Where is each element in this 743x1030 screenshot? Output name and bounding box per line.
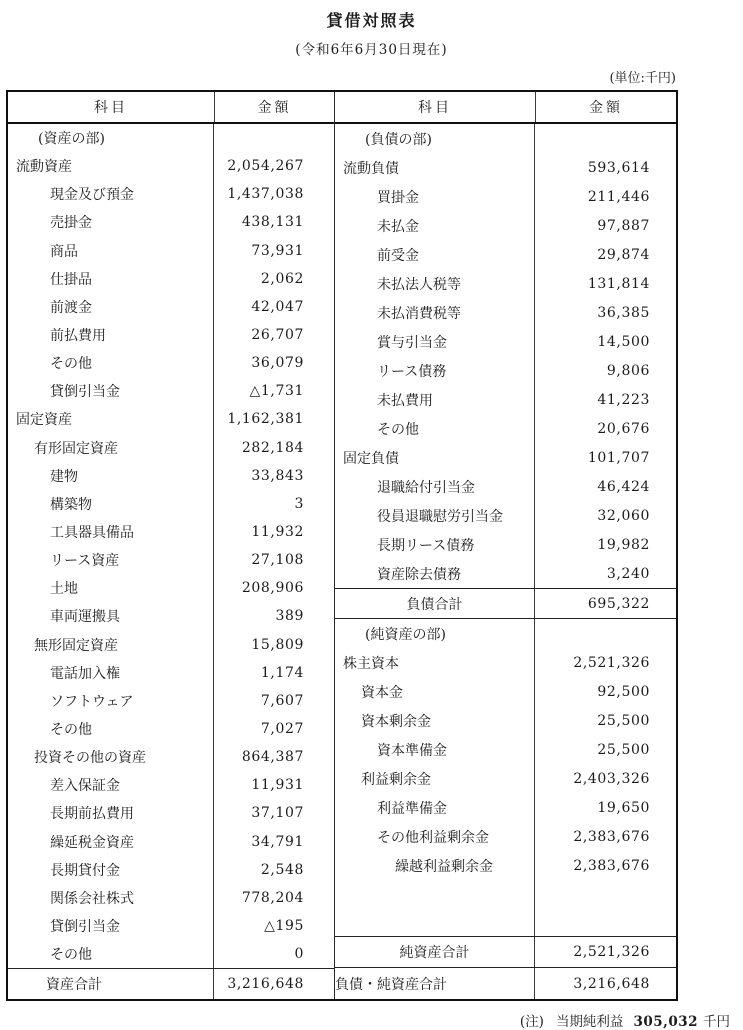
- account-label: 流動負債: [335, 153, 535, 182]
- amount-value: 73,931: [251, 242, 304, 259]
- table-row: [335, 559, 676, 588]
- amount-value: 2,383,676: [573, 857, 650, 874]
- table-row: [8, 659, 334, 687]
- footnote-value: 305,032: [633, 1014, 698, 1030]
- account-label: 商品: [8, 237, 214, 265]
- amount-value: 41,223: [597, 391, 650, 408]
- amount-value: 32,060: [597, 507, 650, 524]
- table-row: [335, 269, 676, 298]
- account-label: 利益剰余金: [335, 764, 535, 793]
- section-header-row: [335, 619, 676, 648]
- amount-value: 42,047: [251, 298, 304, 315]
- column-header-amount-left: 金額: [257, 100, 292, 116]
- table-row: [335, 356, 676, 385]
- account-label: 建物: [8, 462, 214, 490]
- account-label: 工具器具備品: [8, 518, 214, 546]
- table-row: [335, 648, 676, 677]
- table-row: [8, 490, 334, 518]
- account-label: その他: [8, 715, 214, 743]
- amount-value: 11,931: [251, 777, 304, 794]
- account-label: 貸倒引当金: [8, 912, 214, 940]
- account-label: リース資産: [8, 546, 214, 574]
- netassets-total-row: [335, 936, 676, 968]
- amount-value: 2,521,326: [573, 654, 650, 671]
- account-label: 電話加入権: [8, 659, 214, 687]
- table-row: [8, 687, 334, 715]
- column-header-amount-right: 金額: [589, 100, 623, 116]
- account-label: 投資その他の資産: [8, 743, 214, 771]
- amount-value: 26,707: [251, 327, 304, 344]
- table-row: [335, 153, 676, 182]
- amount-value: △195: [264, 918, 304, 934]
- account-label: 繰延税金資産: [8, 828, 214, 856]
- amount-value: 46,424: [597, 478, 650, 495]
- assets-half: [8, 92, 335, 999]
- amount-value: 92,500: [597, 683, 650, 700]
- amount-value: 25,500: [597, 712, 650, 729]
- account-label: 有形固定資産: [8, 434, 214, 462]
- account-label: 利益準備金: [335, 793, 535, 822]
- amount-value: 11,932: [251, 524, 304, 541]
- unit-note: (単位:千円): [609, 71, 676, 86]
- account-label: 資本金: [335, 677, 535, 706]
- amount-value: 389: [275, 608, 304, 625]
- amount-value: 0: [294, 946, 304, 963]
- table-row: [8, 912, 334, 940]
- amount-value: 2,403,326: [573, 770, 650, 787]
- amount-value: 1,162,381: [227, 411, 304, 428]
- column-header-account-left: 科目: [8, 92, 215, 122]
- footnote: [0, 1010, 743, 1030]
- column-header-account-right: 科目: [335, 92, 536, 122]
- netassets-total-label: 純資産合計: [335, 937, 535, 967]
- account-label: 前受金: [335, 240, 535, 269]
- table-row: [8, 884, 334, 912]
- balance-sheet-table: [6, 90, 678, 1001]
- table-row: [8, 940, 334, 968]
- amount-value: 14,500: [597, 333, 650, 350]
- table-row: [335, 298, 676, 327]
- account-label: 現金及び預金: [8, 180, 214, 208]
- account-label: 仕掛品: [8, 265, 214, 293]
- account-label: 固定資産: [8, 405, 214, 433]
- table-row: [335, 240, 676, 269]
- table-row: [8, 743, 334, 771]
- account-label: 前渡金: [8, 293, 214, 321]
- table-row: [335, 182, 676, 211]
- table-row: [335, 764, 676, 793]
- amount-value: 282,184: [241, 439, 304, 456]
- account-label: 賞与引当金: [335, 327, 535, 356]
- amount-value: 20,676: [597, 420, 650, 437]
- account-label: 繰越利益剰余金: [335, 851, 535, 880]
- account-label: 株主資本: [335, 648, 535, 677]
- empty-label-cell: [335, 880, 535, 936]
- amount-value: △1,731: [249, 383, 304, 400]
- table-row: [8, 349, 334, 377]
- amount-value: 34,791: [251, 833, 304, 850]
- table-row: [8, 180, 334, 208]
- amount-value: 3,240: [606, 565, 650, 582]
- amount-value: [214, 124, 334, 152]
- amount-value: 1,174: [260, 664, 304, 681]
- amount-value: 211,446: [587, 188, 650, 205]
- table-row: [335, 327, 676, 356]
- table-row: [8, 828, 334, 856]
- amount-value: 7,027: [260, 721, 304, 738]
- account-label: 未払費用: [335, 385, 535, 414]
- account-label: 未払金: [335, 211, 535, 240]
- amount-value: 593,614: [587, 159, 650, 176]
- assets-total-label: 資産合計: [8, 969, 214, 999]
- amount-value: 36,385: [597, 304, 650, 321]
- account-label: ソフトウェア: [8, 687, 214, 715]
- account-label: 長期貸付金: [8, 856, 214, 884]
- table-header-left: [8, 92, 334, 124]
- amount-value: 97,887: [597, 217, 650, 234]
- amount-value: 778,204: [241, 889, 304, 906]
- amount-value: [535, 619, 676, 648]
- table-row: [8, 602, 334, 630]
- account-label: 貸倒引当金: [8, 377, 214, 405]
- table-row: [335, 414, 676, 443]
- table-row: [335, 530, 676, 559]
- assets-total-value: 3,216,648: [227, 976, 304, 993]
- amount-value: 37,107: [251, 805, 304, 822]
- account-label: 無形固定資産: [8, 631, 214, 659]
- account-label: その他: [8, 940, 214, 968]
- amount-value: 15,809: [251, 636, 304, 653]
- table-row: [335, 706, 676, 735]
- account-label: 固定負債: [335, 443, 535, 472]
- netassets-total-value: 2,521,326: [573, 944, 650, 960]
- table-row: [8, 546, 334, 574]
- grand-total-row: [335, 968, 676, 999]
- amount-value: 2,054,267: [227, 158, 304, 175]
- footnote-text: 当期純利益: [555, 1014, 624, 1030]
- table-row: [335, 443, 676, 472]
- page-title: 貸借対照表: [326, 11, 417, 30]
- table-row: [8, 434, 334, 462]
- account-label: 未払消費税等: [335, 298, 535, 327]
- amount-value: 2,548: [260, 861, 304, 878]
- liabilities-netassets-body: [335, 124, 676, 999]
- amount-value: 3: [294, 495, 304, 512]
- section-header-label: (資産の部): [8, 124, 214, 152]
- table-row: [8, 631, 334, 659]
- liabilities-netassets-half: [335, 92, 676, 999]
- page-subtitle: (令和6年6月30日現在): [295, 42, 448, 58]
- account-label: 資本剰余金: [335, 706, 535, 735]
- account-label: 退職給付引当金: [335, 472, 535, 501]
- table-row: [335, 793, 676, 822]
- table-row: [8, 208, 334, 236]
- amount-value: 7,607: [260, 692, 304, 709]
- empty-amount-cell: [535, 880, 676, 936]
- section-header-row: [8, 124, 334, 152]
- table-row: [8, 799, 334, 827]
- table-row: [335, 472, 676, 501]
- table-row: [8, 321, 334, 349]
- account-label: 買掛金: [335, 182, 535, 211]
- account-label: 土地: [8, 574, 214, 602]
- table-row: [8, 293, 334, 321]
- liabilities-total-row: [335, 588, 676, 619]
- amount-value: 27,108: [251, 552, 304, 569]
- amount-value: 101,707: [587, 449, 650, 466]
- liabilities-total-value: 695,322: [587, 595, 650, 612]
- table-row: [8, 462, 334, 490]
- amount-value: 25,500: [597, 741, 650, 758]
- amount-value: 438,131: [241, 214, 304, 231]
- table-row: [8, 715, 334, 743]
- footnote-prefix: (注): [519, 1014, 544, 1030]
- table-row: [335, 822, 676, 851]
- account-label: 差入保証金: [8, 771, 214, 799]
- amount-value: 33,843: [251, 467, 304, 484]
- amount-value: 2,383,676: [573, 828, 650, 845]
- amount-value: 19,650: [597, 799, 650, 816]
- account-label: 前払費用: [8, 321, 214, 349]
- account-label: 未払法人税等: [335, 269, 535, 298]
- table-row: [8, 152, 334, 180]
- table-row: [335, 735, 676, 764]
- table-row: [8, 856, 334, 884]
- grand-total-value: 3,216,648: [573, 975, 650, 992]
- table-header-right: [335, 92, 676, 124]
- amount-value: 19,982: [597, 536, 650, 553]
- account-label: その他: [335, 414, 535, 443]
- amount-value: 36,079: [251, 355, 304, 372]
- table-row: [8, 574, 334, 602]
- account-label: 流動資産: [8, 152, 214, 180]
- account-label: その他利益剰余金: [335, 822, 535, 851]
- empty-filler-row: [335, 880, 676, 936]
- section-header-row: [335, 124, 676, 153]
- sheet-container: [6, 67, 678, 1001]
- table-row: [335, 211, 676, 240]
- amount-value: 864,387: [241, 749, 304, 766]
- amount-value: 1,437,038: [227, 186, 304, 203]
- account-label: 長期前払費用: [8, 799, 214, 827]
- amount-value: 131,814: [587, 275, 650, 292]
- table-row: [8, 405, 334, 433]
- account-label: 役員退職慰労引当金: [335, 501, 535, 530]
- account-label: 関係会社株式: [8, 884, 214, 912]
- account-label: 長期リース債務: [335, 530, 535, 559]
- amount-value: 9,806: [606, 362, 650, 379]
- account-label: 車両運搬具: [8, 602, 214, 630]
- account-label: 売掛金: [8, 208, 214, 236]
- table-row: [8, 377, 334, 405]
- amount-value: 2,062: [260, 270, 304, 287]
- table-row: [335, 677, 676, 706]
- account-label: その他: [8, 349, 214, 377]
- amount-value: 208,906: [241, 580, 304, 597]
- table-row: [8, 265, 334, 293]
- table-row: [335, 501, 676, 530]
- account-label: 資産除去債務: [335, 559, 535, 588]
- amount-value: [535, 124, 676, 153]
- section-header-label: (純資産の部): [335, 619, 535, 648]
- liabilities-total-label: 負債合計: [335, 589, 535, 618]
- amount-value: 29,874: [597, 246, 650, 263]
- table-row: [8, 237, 334, 265]
- account-label: 構築物: [8, 490, 214, 518]
- table-row: [335, 385, 676, 414]
- grand-total-label: 負債・純資産合計: [335, 968, 535, 999]
- footnote-unit: 千円: [703, 1014, 730, 1030]
- table-row: [8, 518, 334, 546]
- assets-total-row: [8, 968, 334, 999]
- account-label: リース債務: [335, 356, 535, 385]
- table-row: [335, 851, 676, 880]
- section-header-label: (負債の部): [335, 124, 535, 153]
- table-row: [8, 771, 334, 799]
- assets-body: [8, 124, 334, 999]
- account-label: 資本準備金: [335, 735, 535, 764]
